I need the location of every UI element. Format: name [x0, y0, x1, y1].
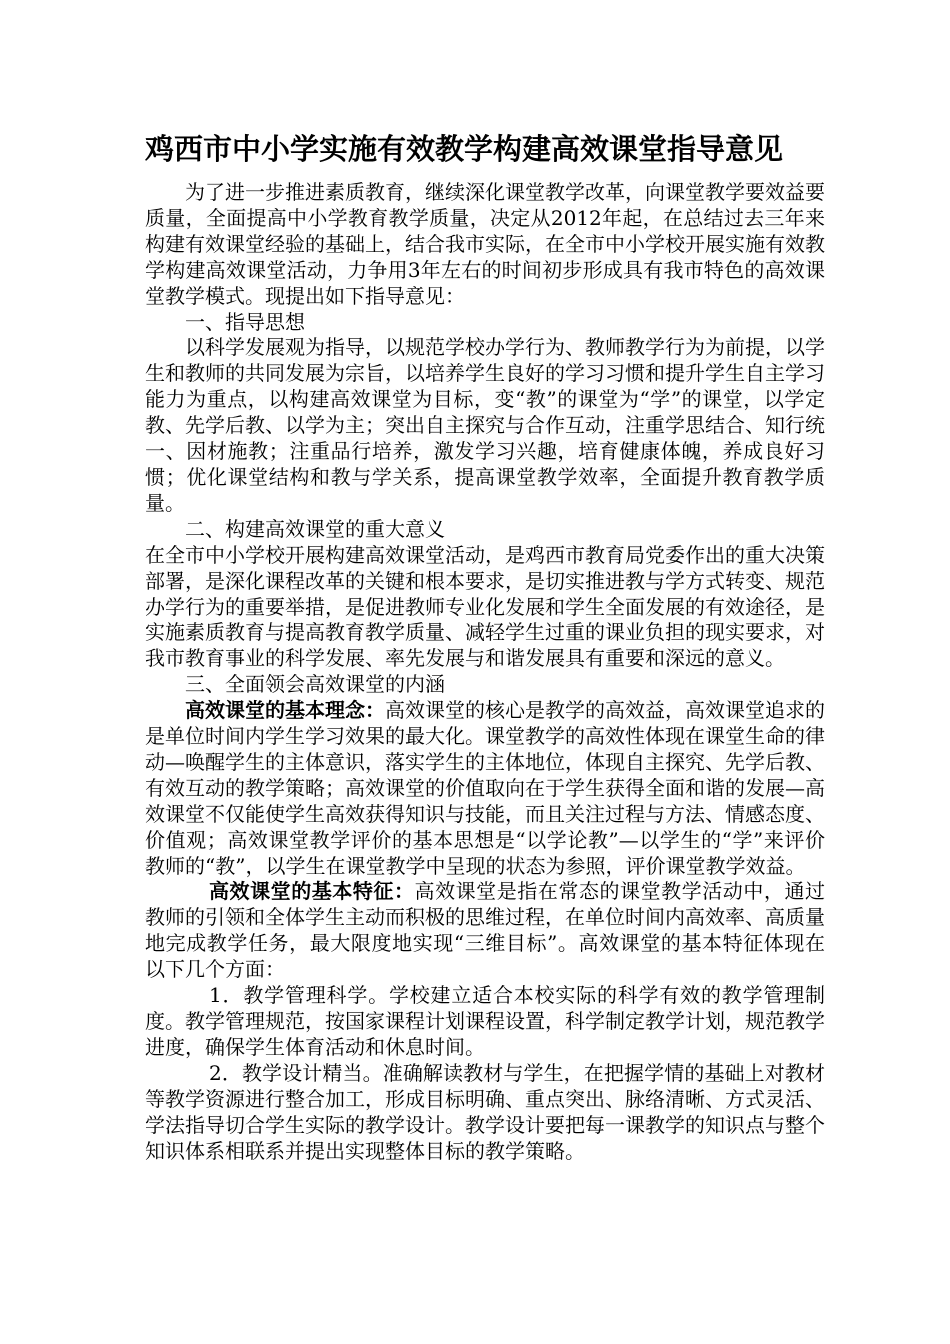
- section-heading-1: 一、指导思想: [185, 309, 305, 334]
- intro-paragraph: 为了进一步推进素质教育，继续深化课堂教学改革，向课堂教学要效益要质量，全面提高中小学教育教学质量，决定从2012年起，在总结过去三年来构建有效课堂经验的基础上，结合我市实际，在全市中小学校开展实施有效教学构建高效课堂活动，力争用3年左右的时间初步形成具有我市特色的高效课堂教学模式。现提出如下指导意见：: [145, 180, 825, 308]
- feature-text: 高效课堂是指在常态的课堂教学活动中，通过教师的引领和全体学生主动而积极的思维过程，在单位时间内高效率、高质量地完成教学任务，最大限度地实现“三维目标”。高效课堂的基本特征体现在以下几个方面：: [145, 879, 826, 982]
- document-title: 鸡西市中小学实施有效教学构建高效课堂指导意见: [145, 132, 784, 166]
- section-heading-3: 三、全面领会高效课堂的内涵: [185, 672, 445, 697]
- section-body-1: 以科学发展观为指导，以规范学校办学行为、教师教学行为为前提，以学生和教师的共同发展为宗旨，以培养学生良好的学习习惯和提升学生自主学习能力为重点，以构建高效课堂为目标，变“教”的课堂为“学”的课堂，以学定教、先学后教、以学为主；突出自主探究与合作互动，注重学思结合、知行统一、因材施教；注重品行培养，激发学习兴趣，培育健康体魄，养成良好习惯；优化课堂结构和教与学关系，提高课堂教学效率，全面提升教育教学质量。: [145, 335, 825, 515]
- section-body-2: 在全市中小学校开展构建高效课堂活动，是鸡西市教育局党委作出的重大决策部署，是深化课程改革的关键和根本要求，是切实推进教与学方式转变、规范办学行为的重要举措，是促进教师专业化发展和学生全面发展的有效途径，是实施素质教育与提高教育教学质量、减轻学生过重的课业负担的现实要求，对我市教育事业的科学发展、率先发展与和谐发展具有重要和深远的意义。: [145, 542, 825, 671]
- feature-label: 高效课堂的基本特征：: [209, 879, 415, 904]
- feature-paragraph: [145, 879, 825, 983]
- list-item-1: 1．教学管理科学。学校建立适合本校实际的科学有效的教学管理制度。教学管理规范，按国家课程计划课程设置，科学制定教学计划，规范教学进度，确保学生体育活动和休息时间。: [145, 983, 825, 1059]
- list-item-2: 2．教学设计精当。准确解读教材与学生，在把握学情的基础上对教材等教学资源进行整合加工，形成目标明确、重点突出、脉络清晰、方式灵活、学法指导切合学生实际的教学设计。教学设计要把每一课教学的知识点与整个知识体系相联系并提出实现整体目标的教学策略。: [145, 1060, 825, 1163]
- document-body: [145, 128, 825, 1164]
- concept-text: 高效课堂的核心是教学的高效益，高效课堂追求的是单位时间内学生学习效果的最大化。课堂教学的高效性体现在课堂生命的律动—唤醒学生的主体意识，落实学生的主体地位，体现自主探究、先学后教、有效互动的教学策略；高效课堂的价值取向在于学生获得全面和谐的发展—高效课堂不仅能使学生高效获得知识与技能，而且关注过程与方法、情感态度、价值观；高效课堂教学评价的基本思想是“以学论教”—以学生的“学”来评价教师的“教”，以学生在课堂教学中呈现的状态为参照，评价课堂教学效益。: [145, 698, 825, 878]
- concept-label: 高效课堂的基本理念：: [185, 698, 385, 723]
- concept-paragraph: [145, 698, 825, 879]
- section-heading-2: 二、构建高效课堂的重大意义: [185, 516, 445, 541]
